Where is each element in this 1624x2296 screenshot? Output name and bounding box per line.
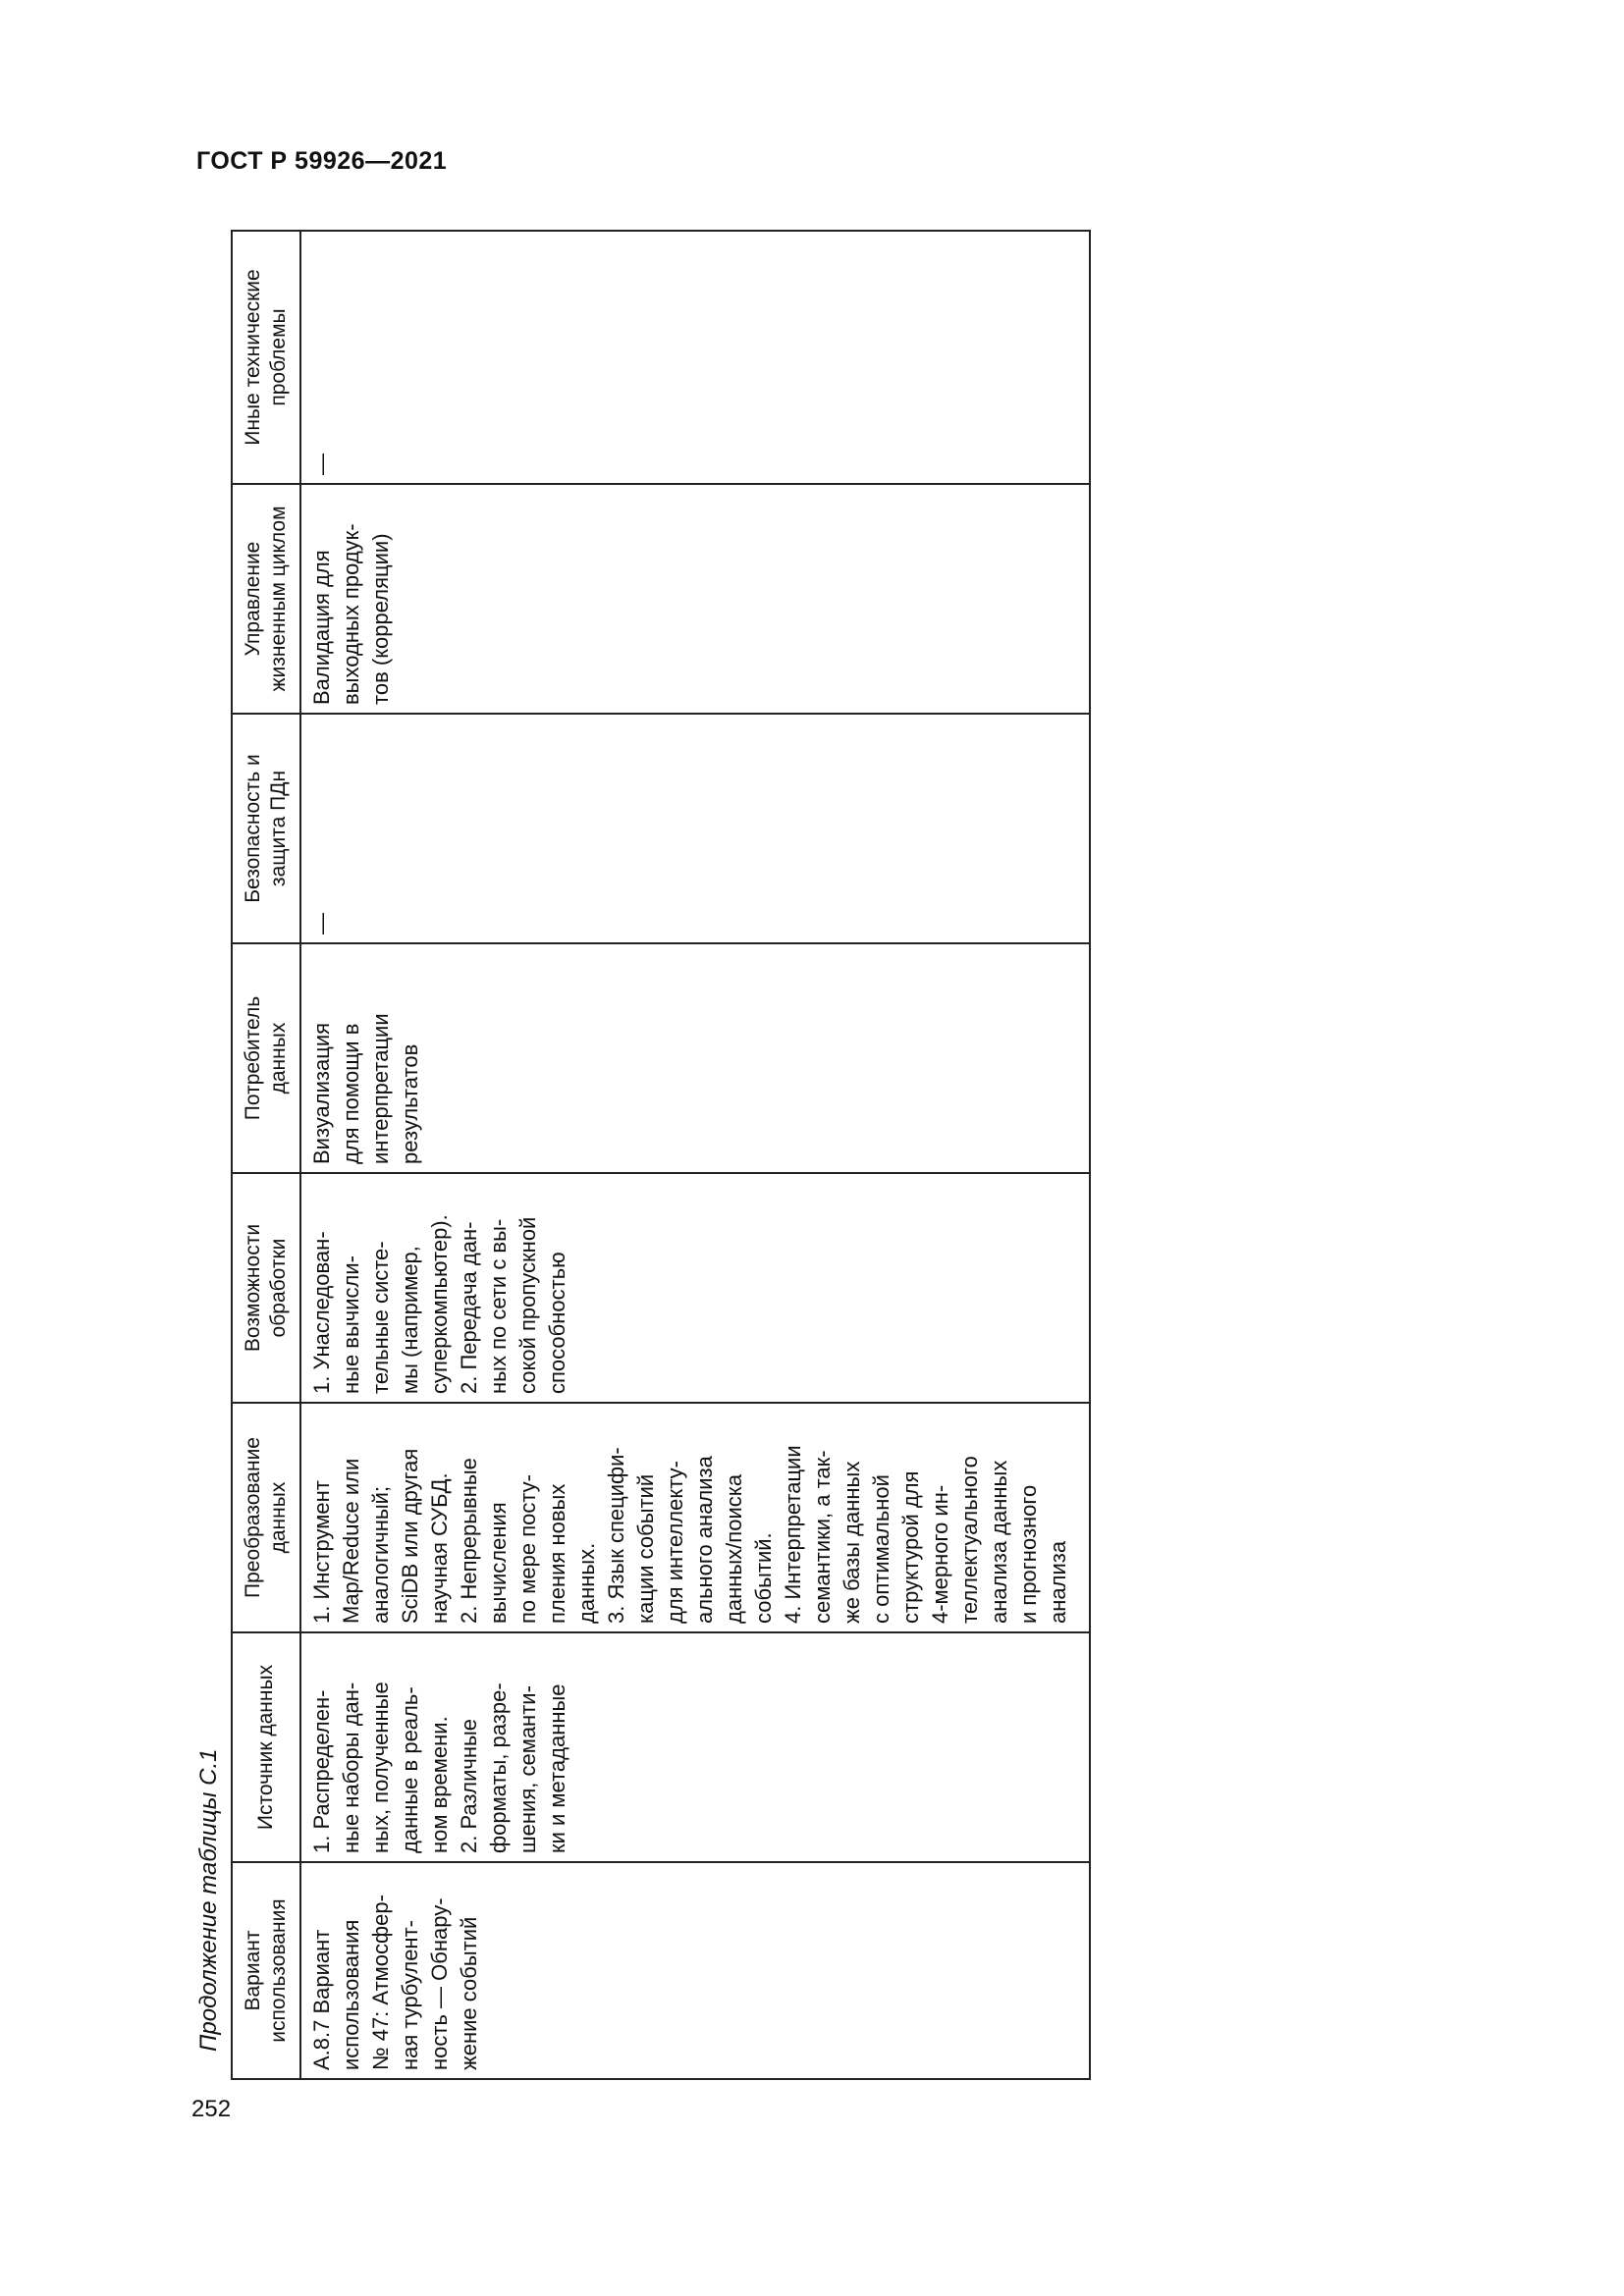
cell-security-privacy: — bbox=[300, 714, 1090, 943]
column-header-security-privacy: Безопасность и защита ПДн bbox=[232, 714, 300, 943]
column-header-lifecycle-management: Управление жизненным циклом bbox=[232, 484, 300, 714]
cell-data-transformation: 1. Инструмент Map/Reduce или аналогичный; SciDB или другая научная СУБД. 2. Непрерывные вычисления по мере посту- пления новых данных. 3. Язык специфи- кации событий для интеллекту- ального анализа данных/поиска событий. 4. Интерпретации семантики, а так- же базы данных с оптимальной структурой для 4-мерного ин- теллектуального анализа данных и прогнозного анализа bbox=[300, 1403, 1090, 1632]
column-header-data-source: Источник данных bbox=[232, 1632, 300, 1862]
table-container bbox=[231, 232, 1091, 2080]
table-row bbox=[300, 231, 1090, 2079]
page-number: 252 bbox=[191, 2096, 232, 2122]
column-header-data-transformation: Преобразование данных bbox=[232, 1403, 300, 1632]
cell-other-issues: — bbox=[300, 231, 1090, 484]
document-header: ГОСТ Р 59926—2021 bbox=[196, 147, 448, 175]
use-case-table bbox=[231, 230, 1091, 2080]
cell-data-source: 1. Распределен- ные наборы дан- ных, полученные данные в реаль- ном времени. 2. Различные форматы, разре- шения, семанти- ки и метаданные bbox=[300, 1632, 1090, 1862]
cell-processing-capabilities: 1. Унаследован- ные вычисли- тельные систе- мы (например, суперкомпьютер). 2. Передача дан- ных по сети с вы- сокой пропускной способностью bbox=[300, 1173, 1090, 1403]
cell-data-consumer: Визуализация для помощи в интерпретации результатов bbox=[300, 943, 1090, 1173]
table-header-row bbox=[232, 231, 300, 2079]
column-header-use-case: Вариант использования bbox=[232, 1862, 300, 2079]
cell-lifecycle-management: Валидация для выходных продук- тов (корреляции) bbox=[300, 484, 1090, 714]
cell-use-case: А.8.7 Вариант использования № 47: Атмосфер- ная турбулент- ность — Обнару- жение событий bbox=[300, 1862, 1090, 2079]
table-caption: Продолжение таблицы С.1 bbox=[195, 1748, 222, 2052]
column-header-processing-capabilities: Возможности обработки bbox=[232, 1173, 300, 1403]
column-header-data-consumer: Потребитель данных bbox=[232, 943, 300, 1173]
column-header-other-issues: Иные технические проблемы bbox=[232, 231, 300, 484]
